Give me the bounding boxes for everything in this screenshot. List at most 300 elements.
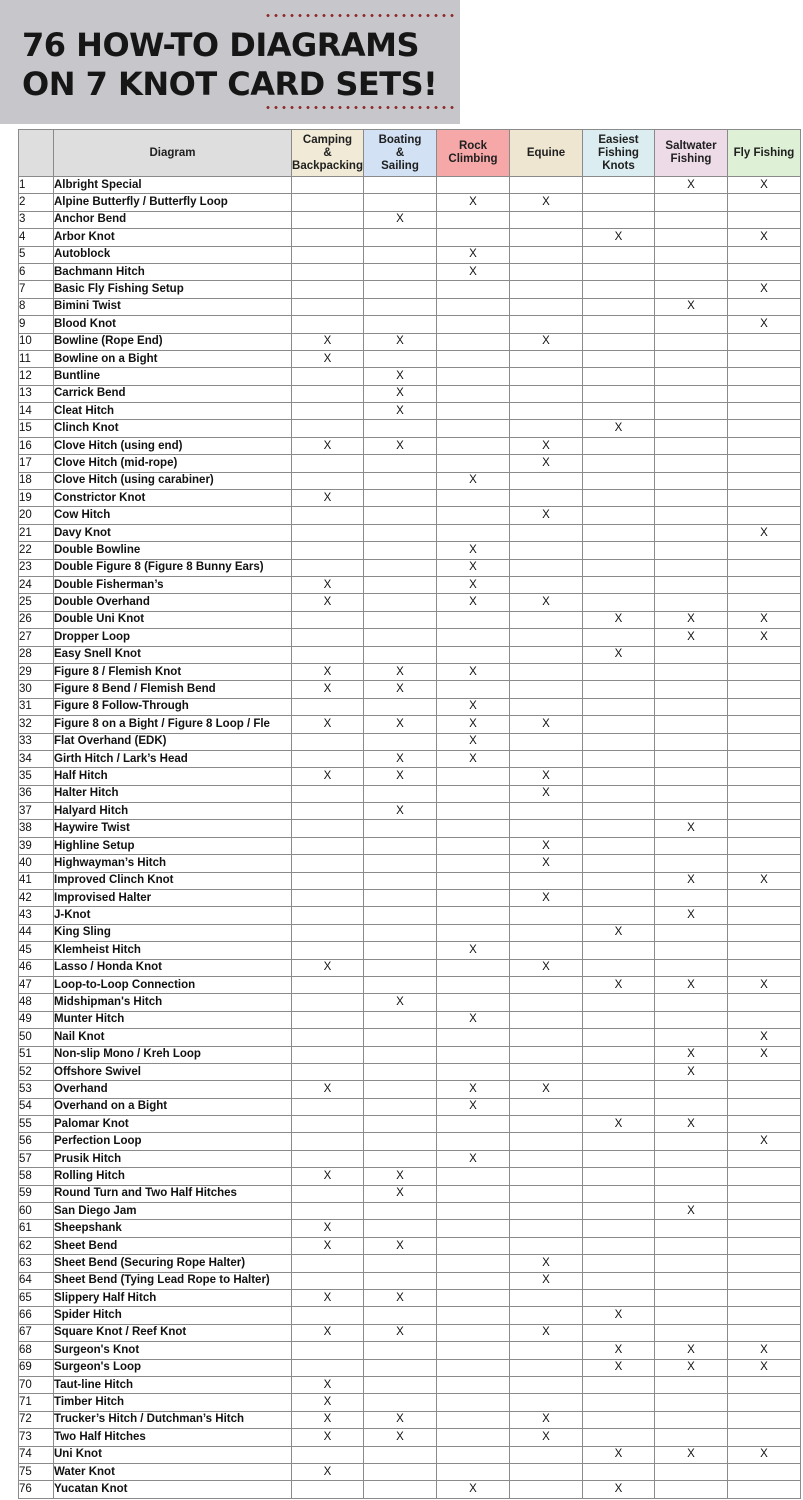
row-number: 24: [19, 576, 54, 593]
mark-easiest: [583, 803, 655, 820]
mark-equine: [510, 524, 583, 541]
mark-camping: [292, 907, 364, 924]
knot-name: Slippery Half Hitch: [54, 1290, 292, 1307]
mark-saltwater: [655, 750, 728, 767]
knot-name: Klemheist Hitch: [54, 942, 292, 959]
mark-equine: X: [510, 837, 583, 854]
mark-fly: X: [728, 1046, 801, 1063]
mark-saltwater: [655, 1237, 728, 1254]
mark-camping: [292, 1150, 364, 1167]
mark-camping: X: [292, 1411, 364, 1428]
header-saltwater-fishing: [655, 130, 728, 177]
mark-easiest: [583, 855, 655, 872]
mark-fly: [728, 333, 801, 350]
decorative-dots-bottom: [264, 106, 456, 109]
mark-equine: X: [510, 507, 583, 524]
mark-camping: [292, 1446, 364, 1463]
header-number: [19, 130, 54, 177]
row-number: 76: [19, 1481, 54, 1498]
knot-name: Davy Knot: [54, 524, 292, 541]
mark-rock: [437, 1133, 510, 1150]
row-number: 39: [19, 837, 54, 854]
table-row: [19, 437, 801, 454]
mark-camping: X: [292, 1463, 364, 1480]
mark-camping: [292, 455, 364, 472]
knot-name: Carrick Bend: [54, 385, 292, 402]
mark-camping: [292, 1116, 364, 1133]
mark-equine: [510, 750, 583, 767]
mark-equine: [510, 1376, 583, 1393]
mark-rock: [437, 1307, 510, 1324]
mark-rock: X: [437, 576, 510, 593]
mark-boating: X: [364, 1429, 437, 1446]
table-row: [19, 698, 801, 715]
mark-easiest: [583, 1394, 655, 1411]
table-row: [19, 1463, 801, 1480]
mark-equine: X: [510, 333, 583, 350]
banner-title-line-2: ON 7 KNOT CARD SETS!: [22, 65, 438, 103]
mark-saltwater: X: [655, 1203, 728, 1220]
mark-easiest: [583, 472, 655, 489]
row-number: 41: [19, 872, 54, 889]
mark-saltwater: [655, 507, 728, 524]
mark-equine: [510, 994, 583, 1011]
mark-fly: [728, 855, 801, 872]
mark-camping: [292, 1342, 364, 1359]
mark-saltwater: [655, 1029, 728, 1046]
mark-easiest: [583, 281, 655, 298]
row-number: 73: [19, 1429, 54, 1446]
mark-easiest: X: [583, 924, 655, 941]
mark-rock: X: [437, 559, 510, 576]
mark-camping: [292, 785, 364, 802]
header-easiest-fishing-knots: [583, 130, 655, 177]
mark-equine: X: [510, 785, 583, 802]
mark-saltwater: [655, 437, 728, 454]
mark-equine: [510, 1446, 583, 1463]
knot-name: King Sling: [54, 924, 292, 941]
row-number: 23: [19, 559, 54, 576]
mark-rock: [437, 1063, 510, 1080]
mark-fly: [728, 1116, 801, 1133]
knot-name: Round Turn and Two Half Hitches: [54, 1185, 292, 1202]
row-number: 10: [19, 333, 54, 350]
knot-name: Sheet Bend (Securing Rope Halter): [54, 1255, 292, 1272]
row-number: 27: [19, 629, 54, 646]
mark-boating: [364, 194, 437, 211]
mark-saltwater: [655, 576, 728, 593]
mark-easiest: [583, 403, 655, 420]
mark-equine: X: [510, 959, 583, 976]
mark-saltwater: [655, 890, 728, 907]
mark-boating: [364, 1029, 437, 1046]
mark-fly: X: [728, 629, 801, 646]
mark-boating: X: [364, 333, 437, 350]
knot-name: Figure 8 Follow-Through: [54, 698, 292, 715]
mark-easiest: [583, 1324, 655, 1341]
row-number: 37: [19, 803, 54, 820]
mark-boating: X: [364, 750, 437, 767]
row-number: 6: [19, 263, 54, 280]
row-number: 55: [19, 1116, 54, 1133]
mark-camping: X: [292, 1290, 364, 1307]
mark-equine: [510, 350, 583, 367]
mark-equine: [510, 1481, 583, 1498]
mark-rock: [437, 1203, 510, 1220]
mark-camping: [292, 1307, 364, 1324]
mark-easiest: [583, 1185, 655, 1202]
mark-rock: [437, 1394, 510, 1411]
mark-equine: X: [510, 1429, 583, 1446]
knot-name: Double Bowline: [54, 542, 292, 559]
mark-camping: [292, 420, 364, 437]
mark-rock: [437, 1272, 510, 1289]
table-row: [19, 281, 801, 298]
mark-equine: [510, 1203, 583, 1220]
mark-fly: [728, 403, 801, 420]
mark-rock: X: [437, 472, 510, 489]
knot-name: Perfection Loop: [54, 1133, 292, 1150]
mark-fly: [728, 994, 801, 1011]
mark-equine: [510, 1394, 583, 1411]
knot-name: J-Knot: [54, 907, 292, 924]
mark-easiest: [583, 1429, 655, 1446]
mark-camping: [292, 368, 364, 385]
mark-easiest: [583, 1168, 655, 1185]
mark-boating: [364, 1342, 437, 1359]
mark-boating: [364, 733, 437, 750]
mark-equine: [510, 1133, 583, 1150]
mark-boating: [364, 177, 437, 194]
mark-equine: [510, 646, 583, 663]
mark-rock: X: [437, 733, 510, 750]
knot-name: Nail Knot: [54, 1029, 292, 1046]
mark-saltwater: [655, 594, 728, 611]
mark-rock: [437, 994, 510, 1011]
table-row: [19, 1168, 801, 1185]
mark-boating: [364, 298, 437, 315]
mark-fly: [728, 490, 801, 507]
table-row: [19, 576, 801, 593]
mark-fly: [728, 1272, 801, 1289]
mark-camping: [292, 837, 364, 854]
mark-rock: [437, 385, 510, 402]
mark-boating: [364, 229, 437, 246]
knot-name: Palomar Knot: [54, 1116, 292, 1133]
mark-camping: [292, 1029, 364, 1046]
mark-camping: [292, 1359, 364, 1376]
row-number: 50: [19, 1029, 54, 1046]
table-row: [19, 455, 801, 472]
mark-fly: [728, 263, 801, 280]
mark-easiest: [583, 316, 655, 333]
mark-boating: [364, 1011, 437, 1028]
mark-equine: [510, 403, 583, 420]
header-label-line: Knots: [602, 159, 635, 172]
mark-rock: X: [437, 1098, 510, 1115]
mark-rock: [437, 368, 510, 385]
mark-equine: [510, 229, 583, 246]
mark-rock: X: [437, 663, 510, 680]
mark-fly: [728, 194, 801, 211]
mark-easiest: [583, 385, 655, 402]
mark-equine: [510, 576, 583, 593]
table-row: [19, 559, 801, 576]
table-row: [19, 524, 801, 541]
mark-fly: X: [728, 177, 801, 194]
table-row: [19, 1063, 801, 1080]
mark-saltwater: X: [655, 1063, 728, 1080]
mark-camping: [292, 524, 364, 541]
mark-equine: [510, 1237, 583, 1254]
mark-fly: X: [728, 524, 801, 541]
mark-camping: [292, 890, 364, 907]
mark-boating: [364, 872, 437, 889]
knot-name: Highline Setup: [54, 837, 292, 854]
mark-easiest: [583, 820, 655, 837]
mark-fly: X: [728, 872, 801, 889]
knot-name: Square Knot / Reef Knot: [54, 1324, 292, 1341]
mark-fly: [728, 1098, 801, 1115]
mark-equine: [510, 263, 583, 280]
mark-rock: [437, 820, 510, 837]
mark-easiest: [583, 455, 655, 472]
mark-easiest: X: [583, 976, 655, 993]
header-fly-fishing: [728, 130, 801, 177]
table-row: [19, 263, 801, 280]
mark-fly: [728, 907, 801, 924]
mark-saltwater: [655, 646, 728, 663]
knot-name: Alpine Butterfly / Butterfly Loop: [54, 194, 292, 211]
mark-fly: X: [728, 611, 801, 628]
row-number: 54: [19, 1098, 54, 1115]
mark-saltwater: X: [655, 872, 728, 889]
mark-rock: [437, 1463, 510, 1480]
mark-fly: [728, 663, 801, 680]
mark-easiest: [583, 298, 655, 315]
mark-rock: [437, 211, 510, 228]
row-number: 12: [19, 368, 54, 385]
table-row: [19, 1116, 801, 1133]
table-row: [19, 1324, 801, 1341]
mark-rock: [437, 646, 510, 663]
mark-fly: [728, 646, 801, 663]
knot-name: Arbor Knot: [54, 229, 292, 246]
table-row: [19, 177, 801, 194]
knot-name: Overhand: [54, 1081, 292, 1098]
mark-equine: [510, 629, 583, 646]
mark-fly: [728, 1411, 801, 1428]
mark-camping: [292, 646, 364, 663]
mark-boating: [364, 542, 437, 559]
mark-easiest: [583, 1063, 655, 1080]
mark-rock: X: [437, 942, 510, 959]
knot-name: Easy Snell Knot: [54, 646, 292, 663]
table-row: [19, 1011, 801, 1028]
mark-boating: X: [364, 716, 437, 733]
table-row: [19, 872, 801, 889]
knot-name: Lasso / Honda Knot: [54, 959, 292, 976]
header-camping-backpacking: [292, 130, 364, 177]
mark-rock: [437, 1029, 510, 1046]
mark-rock: X: [437, 246, 510, 263]
mark-easiest: [583, 559, 655, 576]
mark-equine: [510, 1029, 583, 1046]
row-number: 31: [19, 698, 54, 715]
table-row: [19, 1290, 801, 1307]
mark-fly: [728, 1081, 801, 1098]
mark-equine: [510, 1011, 583, 1028]
mark-camping: [292, 403, 364, 420]
knot-name: Improvised Halter: [54, 890, 292, 907]
mark-easiest: [583, 872, 655, 889]
mark-equine: [510, 1290, 583, 1307]
mark-easiest: [583, 994, 655, 1011]
mark-saltwater: [655, 1255, 728, 1272]
mark-boating: X: [364, 1290, 437, 1307]
mark-saltwater: [655, 281, 728, 298]
mark-camping: [292, 194, 364, 211]
mark-rock: X: [437, 1481, 510, 1498]
mark-rock: [437, 1429, 510, 1446]
mark-camping: X: [292, 576, 364, 593]
mark-fly: [728, 350, 801, 367]
mark-rock: [437, 890, 510, 907]
mark-boating: X: [364, 437, 437, 454]
knot-name: Blood Knot: [54, 316, 292, 333]
row-number: 64: [19, 1272, 54, 1289]
mark-saltwater: [655, 855, 728, 872]
header-label-line: Equine: [526, 146, 566, 159]
mark-easiest: [583, 350, 655, 367]
mark-camping: [292, 542, 364, 559]
row-number: 74: [19, 1446, 54, 1463]
mark-camping: X: [292, 716, 364, 733]
decorative-dots-top: [264, 14, 456, 17]
mark-rock: [437, 350, 510, 367]
row-number: 42: [19, 890, 54, 907]
mark-rock: [437, 907, 510, 924]
mark-fly: [728, 368, 801, 385]
table-row: [19, 490, 801, 507]
table-row: [19, 1307, 801, 1324]
row-number: 2: [19, 194, 54, 211]
mark-fly: X: [728, 1359, 801, 1376]
mark-boating: [364, 629, 437, 646]
mark-equine: [510, 907, 583, 924]
table-row: [19, 1237, 801, 1254]
mark-camping: X: [292, 1168, 364, 1185]
mark-saltwater: [655, 1290, 728, 1307]
knot-name: Yucatan Knot: [54, 1481, 292, 1498]
table-row: [19, 1481, 801, 1498]
mark-equine: X: [510, 768, 583, 785]
mark-boating: X: [364, 1411, 437, 1428]
banner-title-line-1: 76 HOW-TO DIAGRAMS: [22, 26, 420, 64]
table-row: [19, 994, 801, 1011]
mark-saltwater: [655, 368, 728, 385]
header-label-line: Fishing: [598, 146, 639, 159]
mark-camping: X: [292, 959, 364, 976]
mark-easiest: [583, 524, 655, 541]
row-number: 72: [19, 1411, 54, 1428]
mark-equine: X: [510, 1272, 583, 1289]
row-number: 9: [19, 316, 54, 333]
row-number: 34: [19, 750, 54, 767]
mark-saltwater: [655, 1185, 728, 1202]
knot-name: Bowline (Rope End): [54, 333, 292, 350]
table-row: [19, 924, 801, 941]
table-row: [19, 229, 801, 246]
mark-saltwater: X: [655, 907, 728, 924]
row-number: 65: [19, 1290, 54, 1307]
mark-rock: [437, 229, 510, 246]
table-row: [19, 1203, 801, 1220]
mark-fly: [728, 750, 801, 767]
mark-easiest: [583, 942, 655, 959]
mark-camping: [292, 1203, 364, 1220]
row-number: 69: [19, 1359, 54, 1376]
mark-boating: [364, 1063, 437, 1080]
mark-camping: X: [292, 333, 364, 350]
knot-diagram-table: [18, 129, 801, 1499]
mark-boating: [364, 1307, 437, 1324]
mark-easiest: [583, 1411, 655, 1428]
mark-saltwater: X: [655, 1116, 728, 1133]
table-row: [19, 194, 801, 211]
row-number: 60: [19, 1203, 54, 1220]
mark-easiest: X: [583, 1359, 655, 1376]
mark-easiest: [583, 716, 655, 733]
table-row: [19, 976, 801, 993]
table-row: [19, 629, 801, 646]
mark-camping: [292, 976, 364, 993]
mark-rock: X: [437, 750, 510, 767]
mark-equine: [510, 733, 583, 750]
mark-boating: [364, 698, 437, 715]
mark-easiest: [583, 211, 655, 228]
mark-rock: [437, 872, 510, 889]
mark-camping: [292, 281, 364, 298]
row-number: 51: [19, 1046, 54, 1063]
knot-name: Buntline: [54, 368, 292, 385]
mark-camping: X: [292, 1237, 364, 1254]
header-label-line: Saltwater: [665, 140, 717, 152]
mark-fly: [728, 1463, 801, 1480]
knot-name: Double Overhand: [54, 594, 292, 611]
mark-equine: X: [510, 716, 583, 733]
header-label-line: Boating: [378, 133, 422, 146]
mark-camping: [292, 1185, 364, 1202]
row-number: 32: [19, 716, 54, 733]
table-row: [19, 542, 801, 559]
knot-name: Bimini Twist: [54, 298, 292, 315]
mark-saltwater: [655, 455, 728, 472]
mark-equine: [510, 1116, 583, 1133]
mark-fly: [728, 1255, 801, 1272]
header-label-line: Rock: [458, 140, 488, 152]
mark-camping: [292, 298, 364, 315]
mark-saltwater: [655, 1220, 728, 1237]
mark-boating: X: [364, 663, 437, 680]
mark-boating: [364, 890, 437, 907]
mark-fly: [728, 837, 801, 854]
mark-easiest: X: [583, 611, 655, 628]
mark-rock: [437, 1220, 510, 1237]
row-number: 18: [19, 472, 54, 489]
banner-title: [22, 26, 437, 104]
mark-camping: [292, 1011, 364, 1028]
